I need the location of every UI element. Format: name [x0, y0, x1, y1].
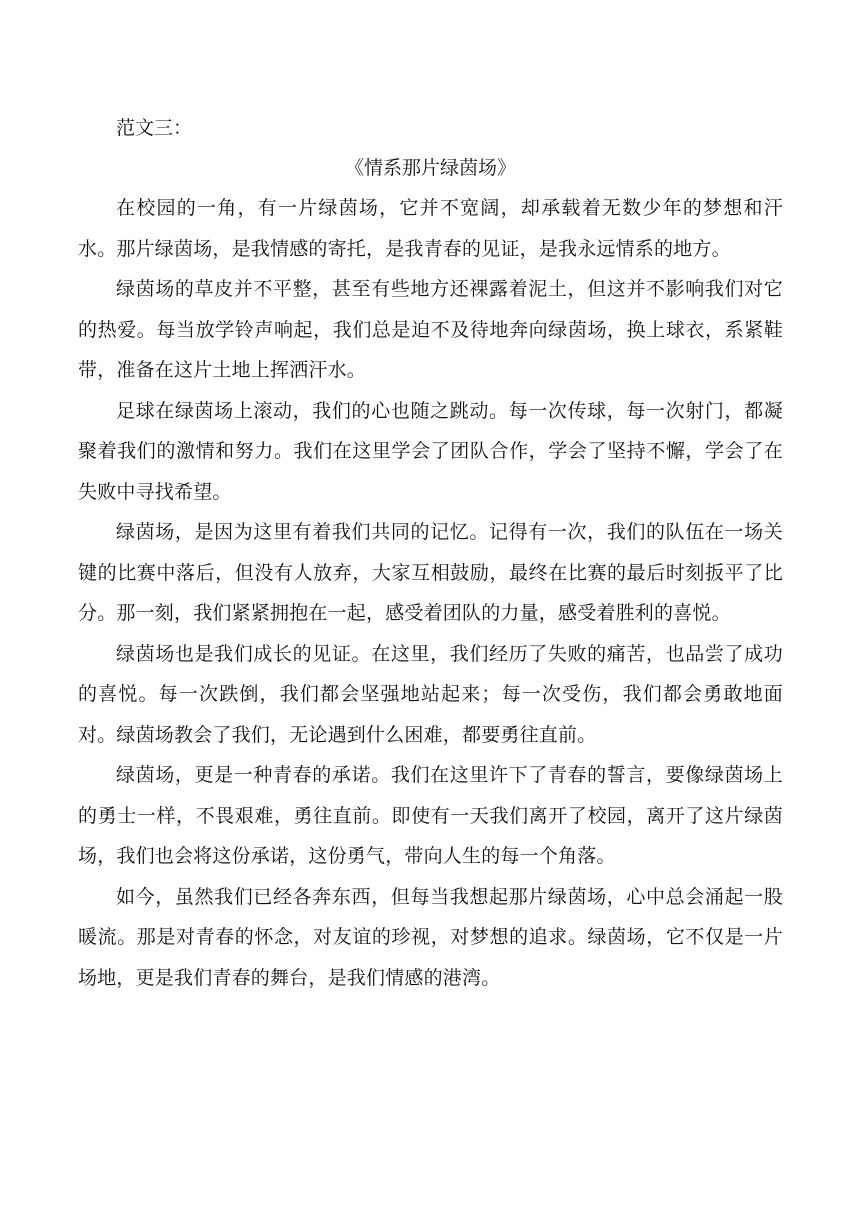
paragraph-4: 绿茵场，是因为这里有着我们共同的记忆。记得有一次，我们的队伍在一场关键的比赛中落后，但没有人放弃，大家互相鼓励，最终在比赛的最后时刻扳平了比分。那一刻，我们紧紧拥抱在一起，感受着团队的力量，感受着胜利的喜悦。 — [78, 521, 783, 624]
paragraph-2: 绿茵场的草皮并不平整，甚至有些地方还裸露着泥土，但这并不影响我们对它的热爱。每当放学铃声响起，我们总是迫不及待地奔向绿茵场，换上球衣，系紧鞋带，准备在这片土地上挥洒汗水。 — [78, 278, 783, 381]
paragraph-7: 如今，虽然我们已经各奔东西，但每当我想起那片绿茵场，心中总会涌起一股暖流。那是对青春的怀念，对友谊的珍视，对梦想的追求。绿茵场，它不仅是一片场地，更是我们青春的舞台，是我们情感的港湾。 — [78, 885, 783, 989]
section-label: 范文三： — [116, 117, 193, 139]
document-page — [78, 108, 783, 998]
essay-title: 《情系那片绿茵场》 — [344, 157, 516, 179]
paragraph-3: 足球在绿茵场上滚动，我们的心也随之跳动。每一次传球，每一次射门，都凝聚着我们的激情和努力。我们在这里学会了团队合作，学会了坚持不懈，学会了在失败中寻找希望。 — [78, 399, 783, 503]
paragraph-6: 绿茵场，更是一种青春的承诺。我们在这里许下了青春的誓言，要像绿茵场上的勇士一样，不畏艰难，勇往直前。即使有一天我们离开了校园，离开了这片绿茵场，我们也会将这份承诺，这份勇气，带向人生的每一个角落。 — [78, 764, 783, 867]
paragraph-1: 在校园的一角，有一片绿茵场，它并不宽阔，却承载着无数少年的梦想和汗水。那片绿茵场，是我情感的寄托，是我青春的见证，是我永远情系的地方。 — [78, 197, 783, 260]
paragraph-5: 绿茵场也是我们成长的见证。在这里，我们经历了失败的痛苦，也品尝了成功的喜悦。每一次跌倒，我们都会坚强地站起来；每一次受伤，我们都会勇敢地面对。绿茵场教会了我们，无论遇到什么困难，都要勇往直前。 — [78, 642, 783, 746]
